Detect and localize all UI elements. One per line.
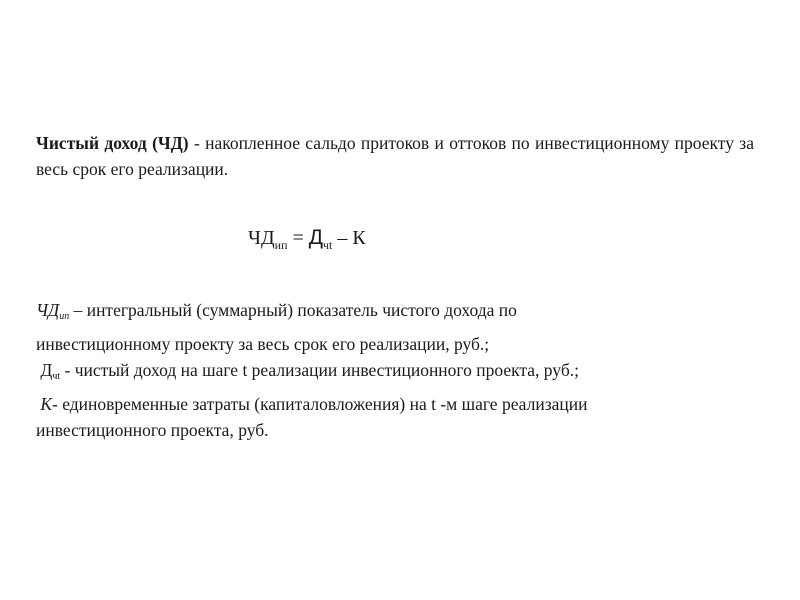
- legend-k-symbol: К: [40, 393, 52, 414]
- formula-minus: –: [332, 227, 353, 249]
- legend-line-k-cont: [36, 417, 766, 444]
- legend-line-chd-cont: [36, 331, 766, 358]
- formula-equals: =: [287, 227, 309, 249]
- formula-lhs: ЧД: [248, 227, 275, 249]
- legend-k-text-1: - единовременные затраты (капиталовложения) на t -м шаге реализации: [52, 393, 588, 414]
- formula: [248, 224, 366, 259]
- legend-chd-subscript: ип: [59, 311, 70, 322]
- legend-line-k: [36, 391, 766, 418]
- legend-chd-symbol: ЧД: [36, 300, 60, 320]
- legend-line-chd: [36, 297, 766, 331]
- legend-line-d: [36, 357, 766, 391]
- legend-d-text: - чистый доход на шаге t реализации инвестиционного проекта, руб.;: [60, 360, 579, 380]
- legend-d-symbol: Д: [40, 360, 53, 380]
- formula-d-symbol: Д: [308, 226, 323, 249]
- definition-text: - накопленное сальдо притоков и оттоков по инвестиционному проекту за весь срок его реализации.: [36, 133, 754, 179]
- legend-k-text-2: инвестиционного проекта, руб.: [36, 420, 269, 440]
- definition-paragraph: [36, 130, 754, 182]
- definition-term: Чистый доход (ЧД): [36, 133, 189, 153]
- formula-k-symbol: К: [352, 227, 366, 249]
- legend-chd-text-2: инвестиционному проекту за весь срок его реализации, руб.;: [36, 333, 490, 354]
- formula-d-subscript: чt: [323, 238, 333, 252]
- legend: [36, 297, 766, 444]
- legend-d-subscript: чt: [52, 371, 61, 382]
- formula-lhs-subscript: ип: [274, 238, 288, 252]
- legend-chd-text-1: – интегральный (суммарный) показатель чистого дохода по: [69, 300, 517, 320]
